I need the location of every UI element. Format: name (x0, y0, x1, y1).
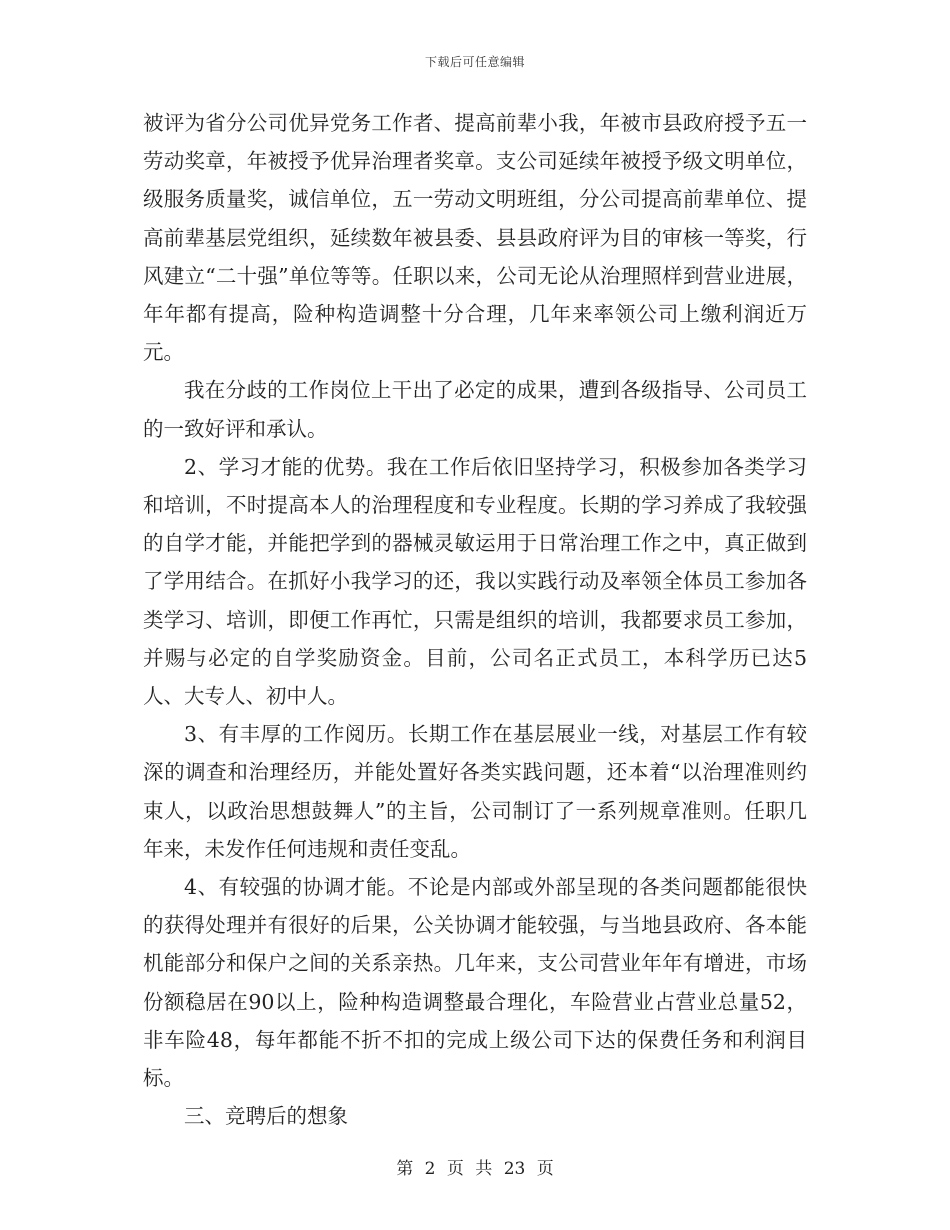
paragraph-3: 2、学习才能的优势。我在工作后依旧坚持学习，积极参加各类学习和培训，不时提高本人的治理程度和专业程度。长期的学习养成了我较强的自学才能，并能把学到的器械灵敏运用于日常治理工作之中，真正做到了学用结合。在抓好小我学习的还，我以实践行动及率领全体员工参加各类学习、培训，即便工作再忙，只需是组织的培训，我都要求员工参加，并赐与必定的自学奖励资金。目前，公司名正式员工，本科学历已达5人、大专人、初中人。 (143, 454, 807, 709)
document-body (143, 104, 807, 1135)
paragraph-5: 4、有较强的协调才能。不论是内部或外部呈现的各类问题都能很快的获得处理并有很好的后果，公关协调才能较强，与当地县政府、各本能机能部分和保户之间的关系亲热。几年来，支公司营业年年有增进，市场份额稳居在90以上，险种构造调整最合理化，车险营业占营业总量52，非车险48，每年都能不折不扣的完成上级公司下达的保费任务和利润目标。 (143, 875, 807, 1091)
paragraph-1: 被评为省分公司优异党务工作者、提高前辈小我，年被市县政府授予五一劳动奖章，年被授予优异治理者奖章。支公司延续年被授予级文明单位，级服务质量奖，诚信单位，五一劳动文明班组，分公司提高前辈单位、提高前辈基层党组织，延续数年被县委、县县政府评为目的审核一等奖，行风建立“二十强”单位等等。任职以来，公司无论从治理照样到营业进展，年年都有提高，险种构造调整十分合理，几年来率领公司上缴利润近万元。 (143, 111, 807, 365)
paragraph-2: 我在分歧的工作岗位上干出了必定的成果，遭到各级指导、公司员工的一致好评和承认。 (143, 378, 807, 441)
section-heading: 三、竞聘后的想象 (184, 1104, 348, 1129)
page-number: 第 2 页 共 23 页 (396, 1159, 554, 1179)
paragraph-4: 3、有丰厚的工作阅历。长期工作在基层展业一线，对基层工作有较深的调查和治理经历，并能处置好各类实践问题，还本着“以治理准则约束人，以政治思想鼓舞人”的主旨，公司制订了一系列规章准则。任职几年来，未发作任何违规和责任变乱。 (143, 722, 807, 861)
page-header-note: 下载后可任意编辑 (424, 55, 525, 69)
